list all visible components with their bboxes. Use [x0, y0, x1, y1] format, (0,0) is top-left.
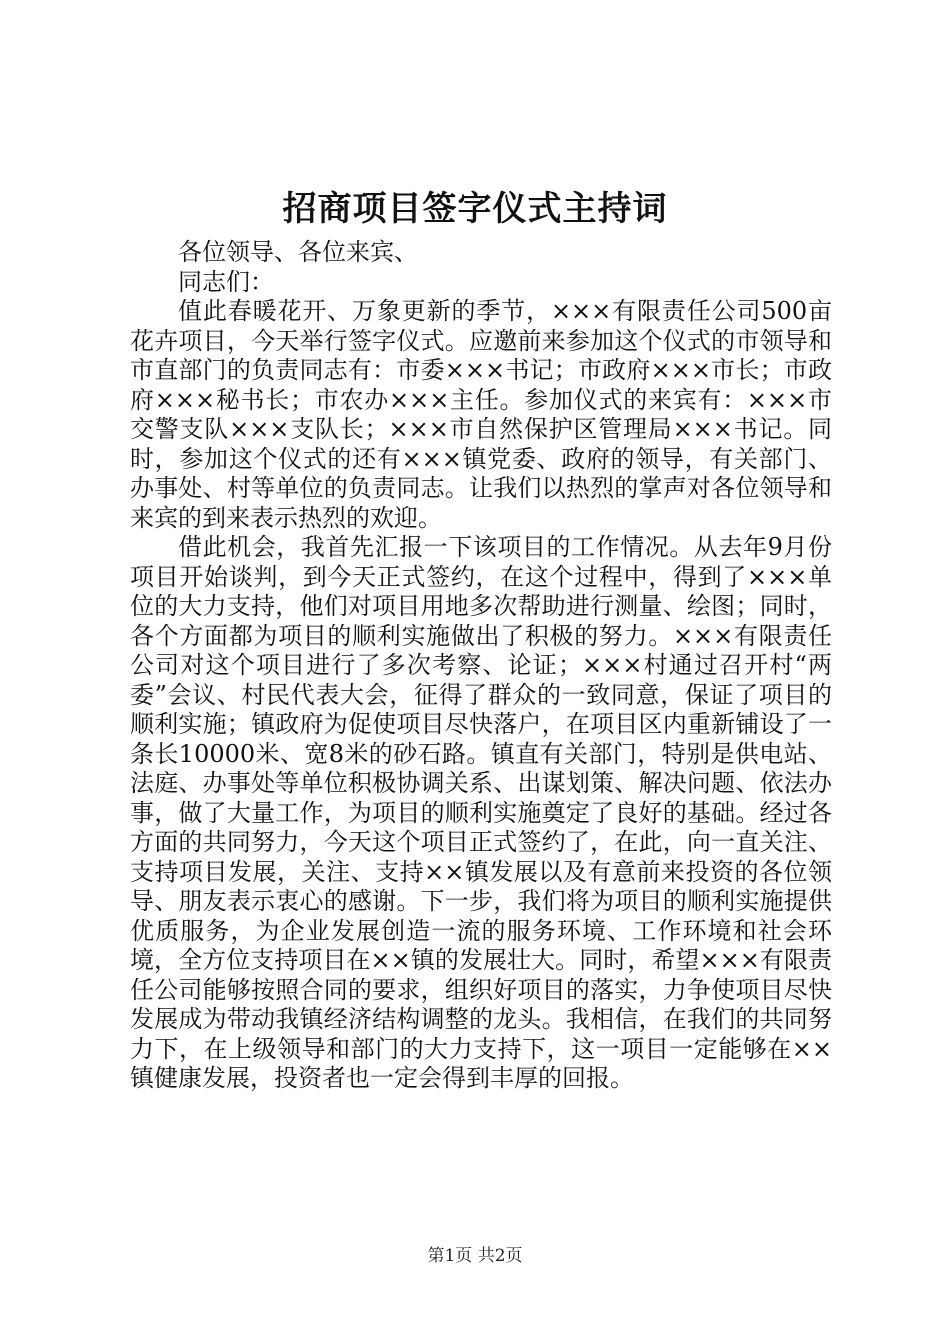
salutation-line-2: 同志们： [178, 267, 274, 296]
document-body [130, 238, 832, 1094]
document-title: 招商项目签字仪式主持词 [282, 189, 668, 229]
paragraph-1: 值此春暖花开、万象更新的季节，×××有限责任公司500亩花卉项目，今天举行签字仪式。应邀前来参加这个仪式的市领导和市直部门的负责同志有：市委×××书记；市政府×××市长；市政府×××秘书长；市农办×××主任。参加仪式的来宾有：×××市交警支队×××支队长；×××市自然保护区管理局×××书记。同时，参加这个仪式的还有×××镇党委、政府的领导，有关部门、办事处、村等单位的负责同志。让我们以热烈的掌声对各位领导和来宾的到来表示热烈的欢迎。 [130, 297, 832, 532]
page-number-footer: 第1页 共2页 [427, 1246, 523, 1266]
paragraph-2: 借此机会，我首先汇报一下该项目的工作情况。从去年9月份项目开始谈判，到今天正式签约，在这个过程中，得到了×××单位的大力支持，他们对项目用地多次帮助进行测量、绘图；同时，各个方面都为项目的顺利实施做出了积极的努力。×××有限责任公司对这个项目进行了多次考察、论证；×××村通过召开村“两委”会议、村民代表大会，征得了群众的一致同意，保证了项目的顺利实施；镇政府为促使项目尽快落户，在项目区内重新铺设了一条长10000米、宽8米的砂石路。镇直有关部门，特别是供电站、法庭、办事处等单位积极协调关系、出谋划策、解决问题、依法办事，做了大量工作，为项目的顺利实施奠定了良好的基础。经过各方面的共同努力，今天这个项目正式签约了，在此，向一直关注、支持项目发展，关注、支持××镇发展以及有意前来投资的各位领导、朋友表示衷心的感谢。下一步，我们将为项目的顺利实施提供优质服务，为企业发展创造一流的服务环境、工作环境和社会环境，全方位支持项目在××镇的发展壮大。同时，希望×××有限责任公司能够按照合同的要求，组织好项目的落实，力争使项目尽快发展成为带动我镇经济结构调整的龙头。我相信，在我们的共同努力下，在上级领导和部门的大力支持下，这一项目一定能够在××镇健康发展，投资者也一定会得到丰厚的回报。 [130, 533, 832, 1092]
salutation-line-1: 各位领导、各位来宾、 [178, 238, 418, 266]
